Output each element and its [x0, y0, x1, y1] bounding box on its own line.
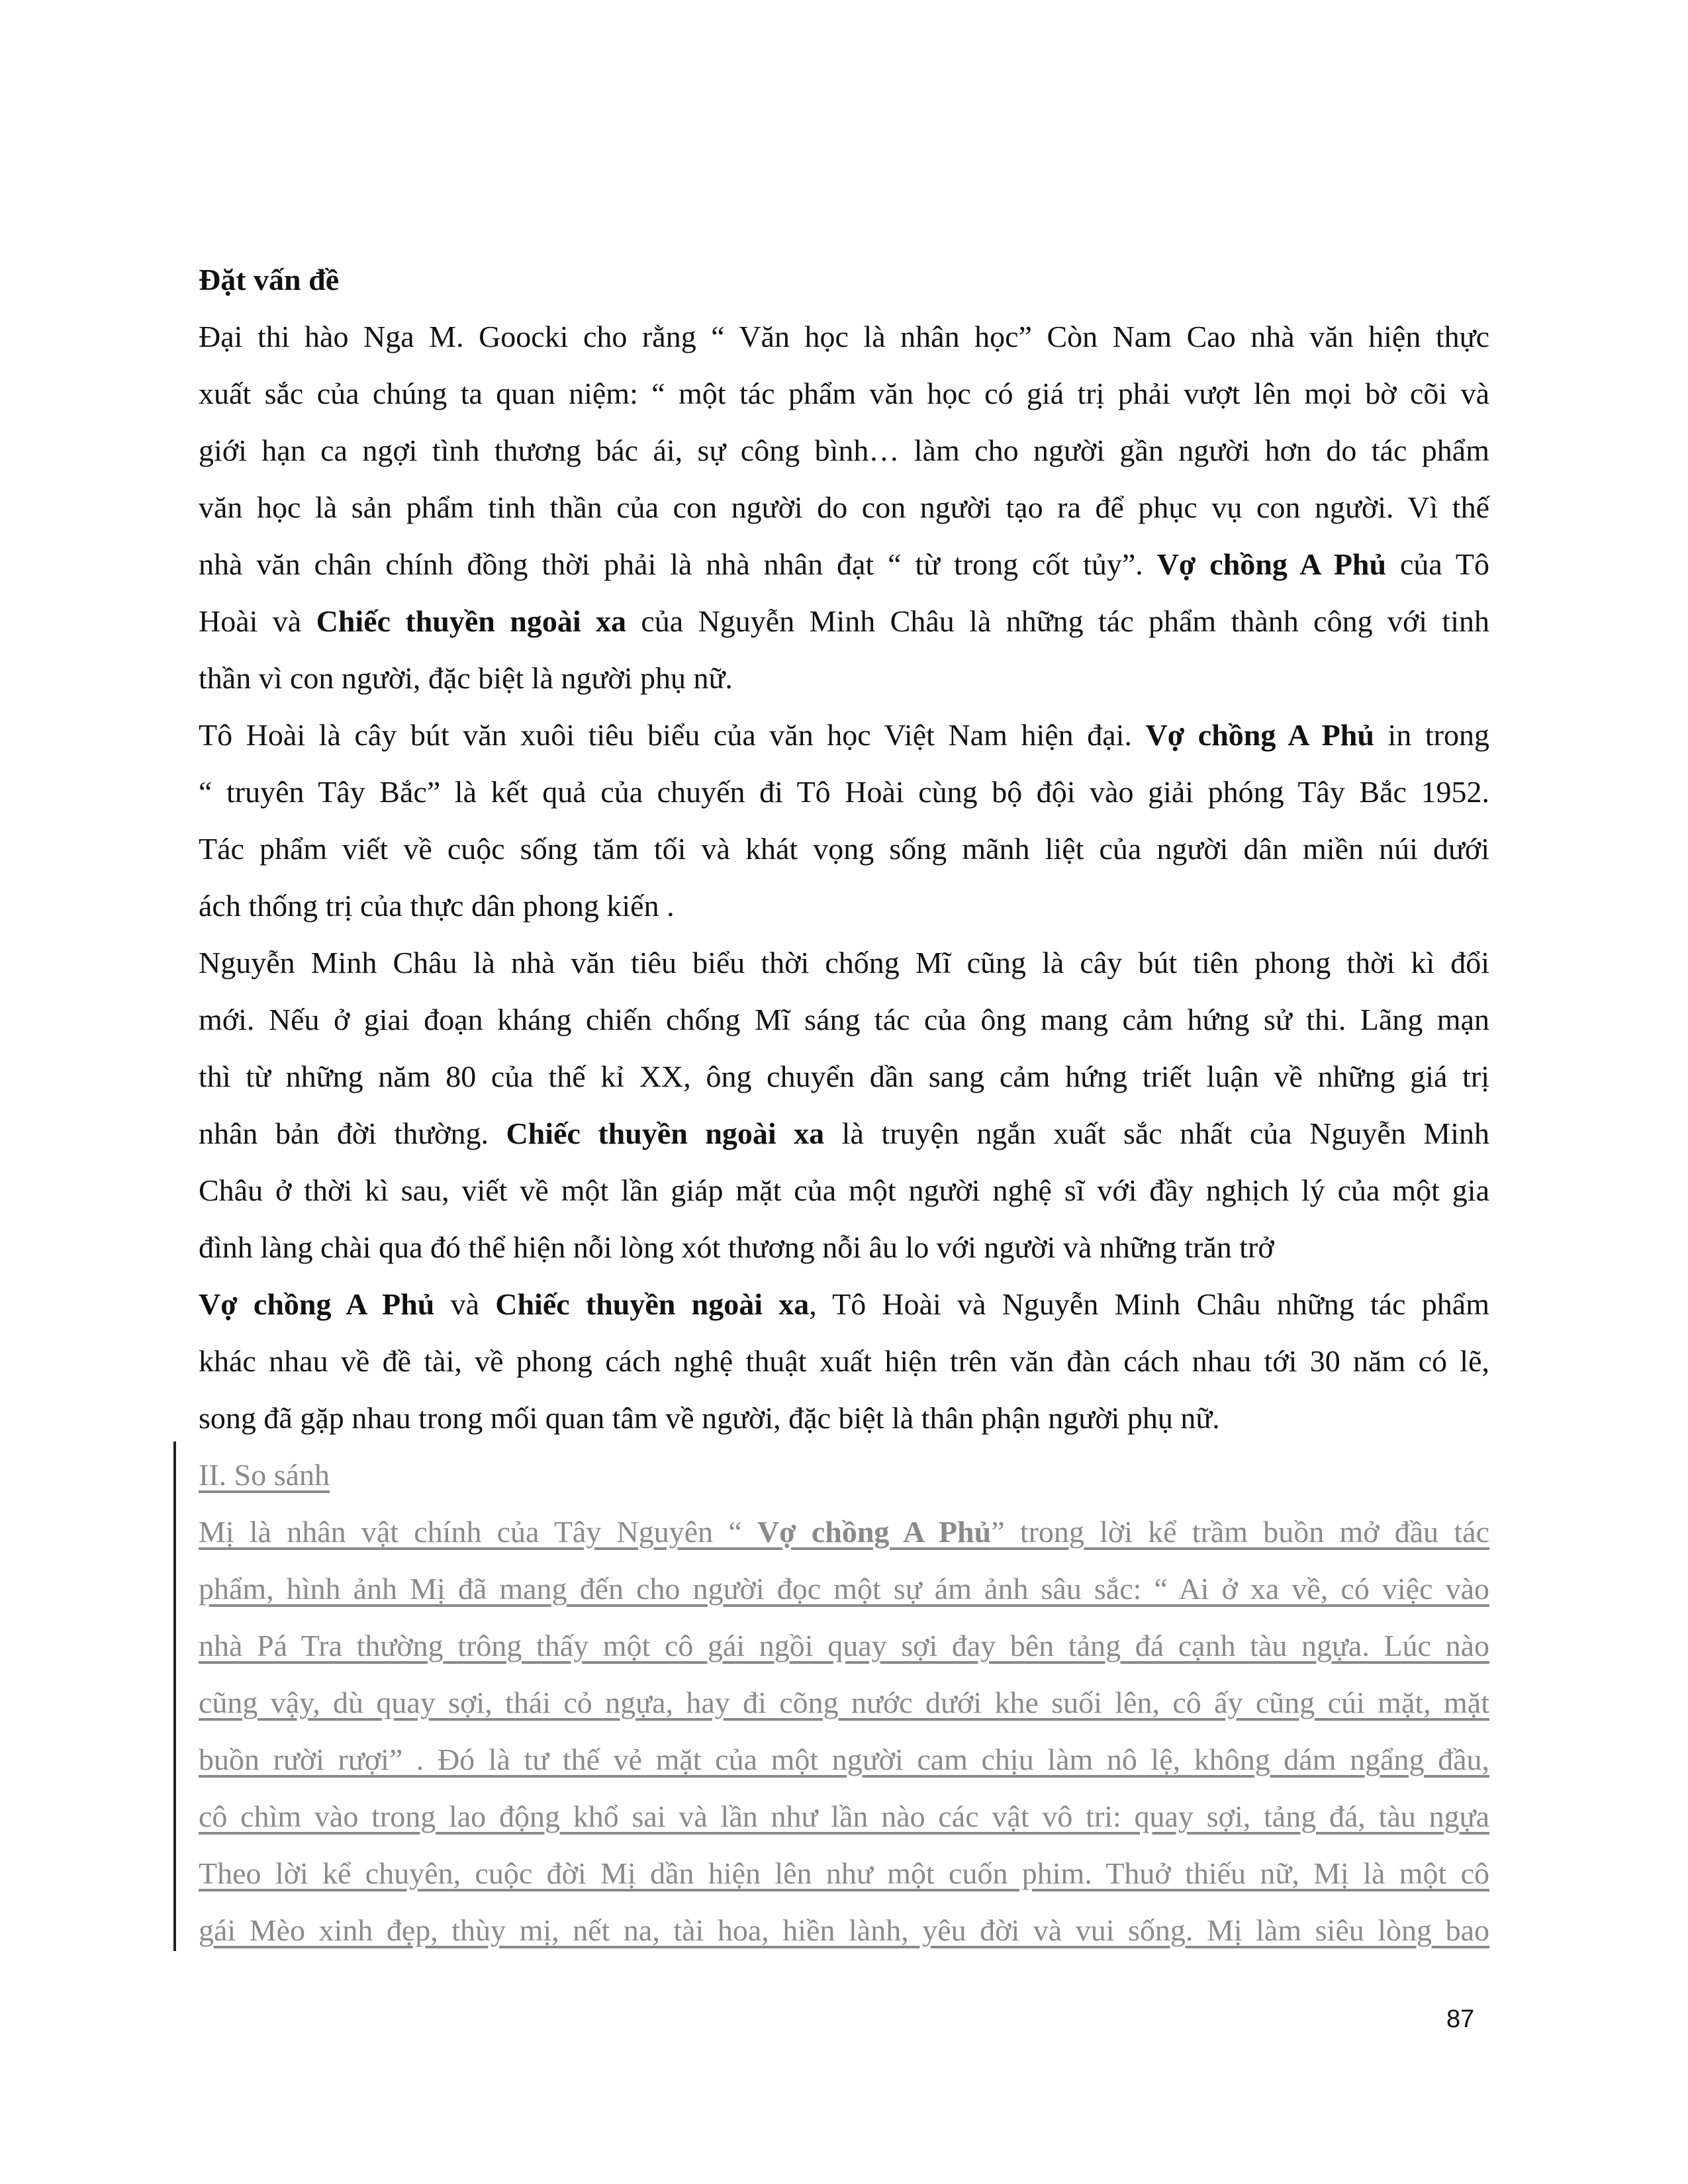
section-heading: Đặt vấn đề [199, 263, 340, 296]
intro-line [199, 536, 1489, 593]
paragraph-line: Châu ở thời kì sau, viết về một lần giáp mặt của một người nghệ sĩ với đầy nghịch lý của một gia [199, 1173, 1489, 1207]
paragraph-line: “ truyên Tây Bắc” là kết quả của chuyến đi Tô Hoài cùng bộ đội vào giải phóng Tây Bắc 1952. [199, 775, 1489, 809]
text-run: của Tô [1386, 547, 1489, 581]
paragraph-line [199, 1105, 1489, 1162]
work-title: Chiếc thuyền ngoài xa [316, 604, 626, 638]
intro-line: thần vì con người, đặc biệt là người phụ nữ. [199, 661, 733, 695]
text-run: Hoài và [199, 604, 316, 638]
text-run: Tô Hoài là cây bút văn xuôi tiêu biểu của văn học Việt Nam hiện đại. [199, 718, 1146, 752]
paragraph-line: khác nhau về đề tài, về phong cách nghệ thuật xuất hiện trên văn đàn cách nhau tới 30 năm có lẽ, [199, 1344, 1489, 1378]
work-title: Chiếc thuyền ngoài xa [506, 1116, 825, 1150]
tracked-line: nhà Pá Tra thường trông thấy một cô gái ngồi quay sợi đay bên tảng đá cạnh tàu ngựa. Lúc nào [199, 1629, 1489, 1662]
tracked-heading: II. So sánh [199, 1458, 330, 1492]
text-run: và [434, 1287, 496, 1321]
to-hoai-paragraph [199, 707, 1489, 934]
intro-paragraph [199, 308, 1489, 707]
tracked-line [199, 1504, 1489, 1561]
tracked-line: gái Mèo xinh đẹp, thùy mị, nết na, tài hoa, hiền lành, yêu đời và vui sống. Mị làm siêu lòng bao [199, 1913, 1489, 1947]
text-run: ” trong lời kể trầm buồn mở đầu tác [991, 1515, 1489, 1549]
work-title: Vợ chồng A Phủ [1145, 718, 1374, 752]
intro-line: Đại thi hào Nga M. Goocki cho rằng “ Văn học là nhân học” Còn Nam Cao nhà văn hiện thực [199, 320, 1489, 353]
page-number: 87 [1446, 2005, 1475, 2033]
paragraph-line: Tác phẩm viết về cuộc sống tăm tối và khát vọng sống mãnh liệt của người dân miền núi dưới [199, 832, 1489, 866]
change-bar [173, 1441, 176, 1951]
paragraph-line [199, 1276, 1489, 1333]
paragraph-line [199, 707, 1489, 764]
tracked-change-section [199, 1447, 1489, 1959]
tracked-line: buồn rười rượi” . Đó là tư thế vẻ mặt của một người cam chịu làm nô lệ, không dám ngẩng đầu, [199, 1743, 1489, 1776]
work-title: Vợ chồng A Phủ [199, 1287, 435, 1321]
text-run: của Nguyễn Minh Châu là những tác phẩm thành công với tinh [626, 604, 1489, 638]
text-run: Mị là nhân vật chính của Tây Nguyên “ [199, 1515, 757, 1549]
work-title: Vợ chồng A Phủ [1156, 547, 1387, 581]
text-run: nhân bản đời thường. [199, 1116, 506, 1150]
nguyen-minh-chau-paragraph [199, 934, 1489, 1276]
paragraph-line: mới. Nếu ở giai đoạn kháng chiến chống Mĩ sáng tác của ông mang cảm hứng sử thi. Lãng mạn [199, 1003, 1489, 1036]
tracked-line: cô chìm vào trong lao động khổ sai và lần như lần nào các vật vô tri: quay sợi, tảng đá, tàu ngựa [199, 1799, 1489, 1833]
intro-line [199, 593, 1489, 650]
tracked-line: phẩm, hình ảnh Mị đã mang đến cho người đọc một sự ám ảnh sâu sắc: “ Ai ở xa về, có việc vào [199, 1572, 1489, 1606]
text-run: là truyện ngắn xuất sắc nhất của Nguyễn Minh [824, 1116, 1489, 1150]
paragraph-line: thì từ những năm 80 của thế kỉ XX, ông chuyển dần sang cảm hứng triết luận về những giá trị [199, 1060, 1489, 1093]
text-run: in trong [1374, 718, 1489, 752]
text-run: , Tô Hoài và Nguyễn Minh Châu những tác phẩm [809, 1287, 1490, 1321]
comparison-paragraph [199, 1276, 1489, 1447]
paragraph-line: ách thống trị của thực dân phong kiến . [199, 889, 675, 923]
tracked-line: cũng vậy, dù quay sợi, thái cỏ ngựa, hay đi cõng nước dưới khe suối lên, cô ấy cũng cúi mặt, mặt [199, 1686, 1489, 1719]
paragraph-line: Nguyễn Minh Châu là nhà văn tiêu biểu thời chống Mĩ cũng là cây bút tiên phong thời kì đổi [199, 946, 1489, 979]
paragraph-line: song đã gặp nhau trong mối quan tâm về người, đặc biệt là thân phận người phụ nữ. [199, 1401, 1220, 1435]
text-run: nhà văn chân chính đồng thời phải là nhà nhân đạt “ từ trong cốt tủy”. [199, 547, 1157, 581]
intro-line: văn học là sản phẩm tinh thần của con người do con người tạo ra để phục vụ con người. Vì thế [199, 490, 1489, 524]
tracked-line: Theo lời kể chuyên, cuộc đời Mị dần hiện lên như một cuốn phim. Thuở thiếu nữ, Mị là một cô [199, 1856, 1489, 1890]
work-title: Chiếc thuyền ngoài xa [495, 1287, 810, 1321]
paragraph-line: đình làng chài qua đó thể hiện nỗi lòng xót thương nỗi âu lo với người và những trăn trở [199, 1230, 1274, 1264]
work-title: Vợ chồng A Phủ [757, 1515, 992, 1549]
intro-line: giới hạn ca ngợi tình thương bác ái, sự công bình… làm cho người gần người hơn do tác phẩm [199, 433, 1489, 467]
document-body [199, 251, 1489, 1959]
intro-line: xuất sắc của chúng ta quan niệm: “ một tác phẩm văn học có giá trị phải vượt lên mọi bờ cõi và [199, 377, 1489, 410]
